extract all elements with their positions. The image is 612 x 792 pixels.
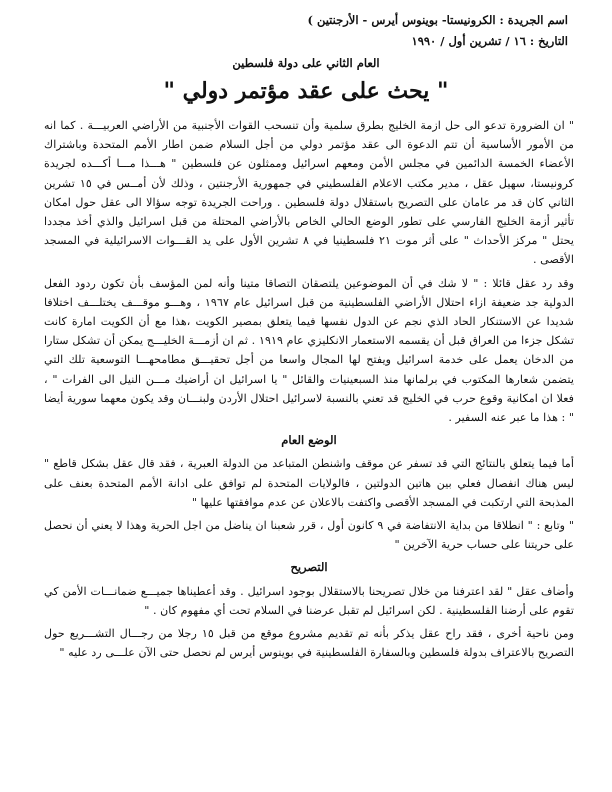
paragraph-4: " وتابع : " انطلاقا من بداية الانتفاضة في ٩ كانون أول ، قرر شعبنا ان يناضل من اجل الحرية وهذا لا يعني أن نحصل على حريتنا على حساب حرية الآخرين " xyxy=(44,519,574,552)
paragraph-5: وأضاف عقل " لقد اعترفنا من خلال تصريحنا بالاستقلال بوجود اسرائيل . وقد أعطيناها جميـــع ضمانـــات الأمن كي تقوم على أرضنا الفلسطينية . لكن اسرائيل لم تقبل عرضنا في السلام تحت أي مفهوم كان . " xyxy=(44,584,574,617)
paragraph-1: " ان الضرورة تدعو الى حل ازمة الخليج بطرق سلمية وأن تنسحب القوات الأجنبية من الأراضي العربيـــة . كما انه من الأمور الأساسية أن تتم الدعوة الى عقد مؤتمر دولي من أجل السلام ضمن اطار الأمم المتحدة وباشتراك الأعضاء الخمسة الدائمين في مجلس الأمن ومعهم اسرائيل وممثلون عن فلسطين " هـــذا مـــا أكـــده لجريدة كرونيستا، سهيل عقل ، مدير مكتب الاعلام الفلسطيني في جمهورية الأرجنتين ، وذلك لأن أمــس في ١٥ تشرين الثاني كان قد مر عامان على التصريح باستقلال دولة فلسطين . وراحت الجريدة توجه سؤالا الى عقل حول امكان تأثير أزمة الخليج الفارسي على تطور الوضع الحالي الخاص بالأراضي المحتلة من قبل اسرائيل والذي أخذ مجددا يحتل " مركز الأحداث " على أثر موت ٢١ فلسطينيا في ٨ تشرين الأول على يد القـــوات الاسرائيلية في المسجد الأقصى . xyxy=(44,119,574,267)
article-body xyxy=(44,116,574,666)
article-date: التاريخ : ١٦ / تشرين أول / ١٩٩٠ xyxy=(411,34,568,48)
paragraph-6: ومن ناحية أخرى ، فقد راح عقل يذكر بأنه تم تقديم مشروع موقع من قبل ١٥ رجلا من رجـــال التشـــريع حول التصريح بالاعتراف بدولة فلسطين وبالسفارة الفلسطينية في بوينوس أيرس لم نحصل حتى الآن علـــى رد عليه " xyxy=(44,627,574,660)
subheading-declaration: التصريح xyxy=(290,560,328,575)
subheading-general-situation: الوضع العام xyxy=(281,433,337,448)
paragraph-3: أما فيما يتعلق بالنتائج التي قد تسفر عن موقف واشنطن المتباعد من الدولة العبرية ، فقد قال عقل بشكل قاطع " ليس هناك انفصال فعلي بين هاتين الدولتين ، فالولايات المتحدة لم توافق على ادانة الأمم المتحدة بعنف على المذبحة التي ارتكبت في المسجد الأقصى واكتفت بالاعلان عن عدم موافقتها عليها " xyxy=(44,457,574,509)
kicker-line: العام الثاني على دولة فلسطين xyxy=(232,56,380,70)
article-headline: " يحث على عقد مؤتمر دولي " xyxy=(163,78,449,104)
newspaper-name: اسم الجريدة : الكرونيستا- بوينوس أيرس - الأرجنتين ) xyxy=(307,13,568,27)
paragraph-2: وقد رد عقل قائلا : " لا شك في أن الموضوعين يلتصقان التصاقا متينا وأنه لمن المؤسف بأن تكون ردود الفعل الدولية جد ضعيفة ازاء احتلال الأراضي الفلسطينية من قبل اسرائيل عام ١٩٦٧ ، وهـــو موقـــف يختلـــف اختلافا شديدا عن الاستنكار الحاد الذي نجم عن الدول نفسها فيما يتعلق بمصير الكويت ،هذا مع أن الكويت امارة كانت تشكل جزءا من العراق قبل أن يقسمه الاستعمار الانكليزي عام ١٩١٩ . ثم ان أزمـــة الخليـــج يمكن أن تشكل ستارا من الدخان يعمل على خدمة اسرائيل ويفتح لها المجال واسعا من أجل تحقيـــق مطامحهـــا التوسعية تلك التي يتضمن شعارها المكتوب في برلمانها منذ السبعينيات والقائل " يا اسرائيل ان أراضيك مـــن النيل الى الفرات " ، فعلا ان امكانية وقوع حرب في الخليج قد تعني بالنسبة لاسرائيل احتلال الأردن ولبنـــان وقد يكون معهما سورية أيضا " : هذا ما عبر عنه السفير . xyxy=(44,276,574,425)
